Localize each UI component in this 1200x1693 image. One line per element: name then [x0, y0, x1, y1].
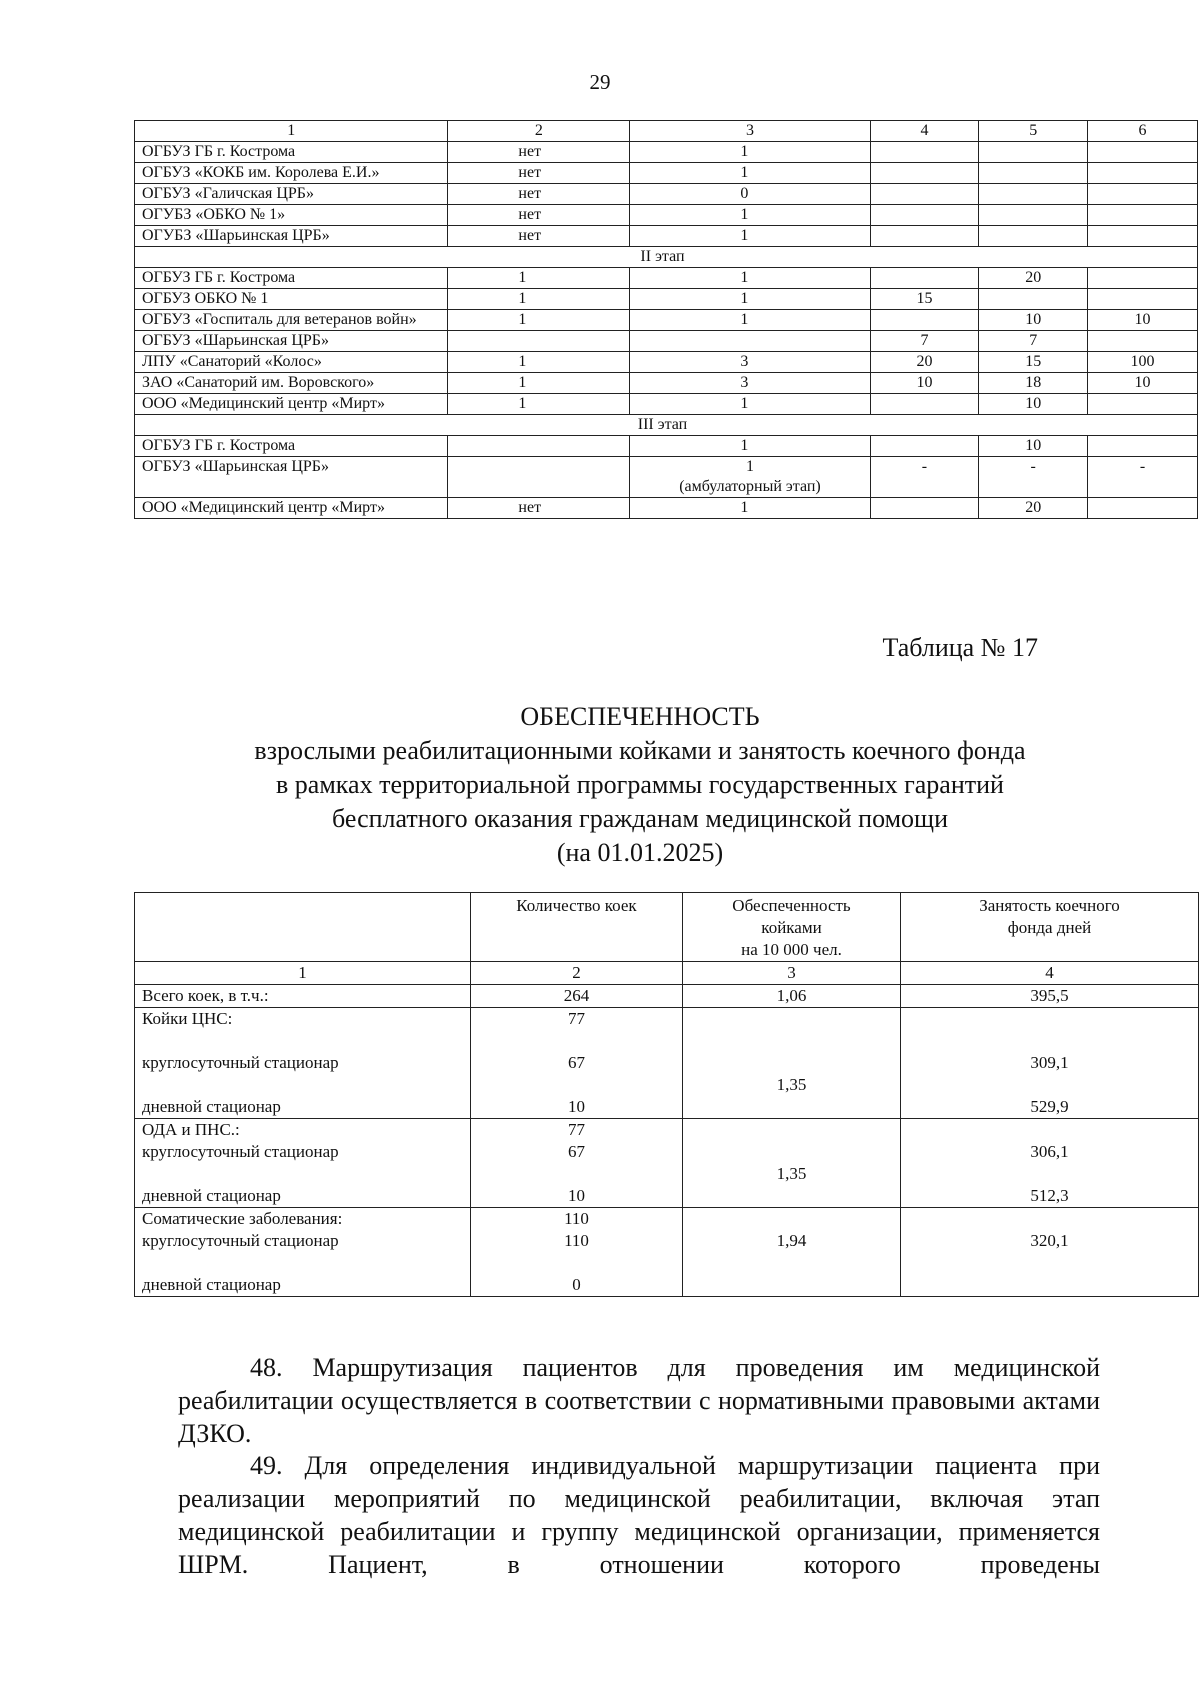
cell — [979, 142, 1088, 163]
cell-line: 1,35 — [776, 1075, 807, 1094]
cell-line: 309,1 — [1030, 1053, 1069, 1072]
title-line: бесплатного оказания гражданам медицинской помощи — [332, 804, 948, 833]
group-row — [135, 1008, 1199, 1119]
cell-lines — [142, 1119, 463, 1207]
table-row — [135, 289, 1198, 310]
header-cell — [683, 893, 901, 962]
cell — [630, 457, 870, 498]
cell-spacer — [478, 1030, 675, 1052]
column-number: 1 — [135, 962, 471, 985]
row-label: Всего коек, в т.ч.: — [135, 985, 471, 1008]
cell: 100 — [1088, 352, 1198, 373]
header-cell: Количество коек — [471, 893, 683, 962]
cell-spacer — [690, 1119, 893, 1141]
cell: 10 — [979, 310, 1088, 331]
column-number: 6 — [1088, 121, 1198, 142]
cell: 0 — [630, 184, 870, 205]
cell-spacer — [478, 1074, 675, 1096]
cell-line: 529,9 — [1030, 1097, 1069, 1116]
cell-line: 1,94 — [776, 1231, 807, 1250]
organization-name: ЛПУ «Санаторий «Колос» — [135, 352, 448, 373]
cell: 20 — [870, 352, 979, 373]
row-label — [135, 1008, 471, 1119]
cell-spacer — [690, 1008, 893, 1030]
cell-line: 110 — [564, 1231, 589, 1250]
cell-spacer — [142, 1074, 463, 1096]
cell: 1 — [630, 205, 870, 226]
title-line: ОБЕСПЕЧЕННОСТЬ — [520, 702, 760, 731]
cell-lines — [142, 1208, 463, 1296]
cell — [979, 163, 1088, 184]
occupancy-value — [901, 1008, 1199, 1119]
title-line: (на 01.01.2025) — [556, 838, 724, 867]
table-row — [135, 436, 1198, 457]
cell-line: 77 — [568, 1009, 585, 1028]
cell — [1088, 163, 1198, 184]
title-line: взрослыми реабилитационными койками и занятость коечного фонда — [254, 736, 1026, 765]
beds-count — [471, 1208, 683, 1297]
table-row — [135, 142, 1198, 163]
cell-spacer — [142, 1252, 463, 1274]
cell — [870, 163, 979, 184]
cell-line: 10 — [568, 1097, 585, 1116]
cell-line: 77 — [568, 1120, 585, 1139]
occupancy-value — [901, 1208, 1199, 1297]
cell-line: круглосуточный стационар — [142, 1053, 339, 1072]
cell-spacer — [908, 1119, 1191, 1141]
cell — [979, 226, 1088, 247]
cell: 1 — [448, 268, 630, 289]
cell-line — [908, 1274, 1191, 1296]
group-row — [135, 1208, 1199, 1297]
beds-count: 264 — [471, 985, 683, 1008]
cell-note: (амбулаторный этап) — [679, 478, 821, 495]
cell: 20 — [979, 498, 1088, 519]
cell: 1 — [630, 142, 870, 163]
cell: 1 — [630, 436, 870, 457]
column-number: 4 — [901, 962, 1199, 985]
table-row — [135, 352, 1198, 373]
cell-line: Койки ЦНС: — [142, 1009, 233, 1028]
table-row — [135, 310, 1198, 331]
cell: нет — [448, 205, 630, 226]
cell: 1 — [630, 226, 870, 247]
table-row — [135, 373, 1198, 394]
beds-count — [471, 1119, 683, 1208]
organization-name: ОГБУЗ «Шарьинская ЦРБ» — [135, 457, 448, 498]
cell-line: 67 — [568, 1142, 585, 1161]
cell-lines — [908, 1208, 1191, 1296]
cell: 1 — [448, 289, 630, 310]
cell-value: 1 — [745, 458, 754, 475]
provision-value — [683, 1208, 901, 1297]
paragraph-49: 49. Для определения индивидуальной маршрутизации пациента при реализации мероприятий по медицинской реабилитации, включая этап медицинской реабилитации и группу медицинской организации, применяется ШРМ. Пациент, в отношении которого проведены — [178, 1451, 1100, 1579]
organization-name: ОГБУЗ «КОКБ им. Королева Е.И.» — [135, 163, 448, 184]
stage-label: III этап — [135, 415, 1198, 436]
routing-table — [134, 120, 1198, 519]
cell: 1 — [630, 268, 870, 289]
paragraph-48: 48. Маршрутизация пациентов для проведения им медицинской реабилитации осуществляется в соответствии с нормативными правовыми актами ДЗКО. — [178, 1353, 1100, 1448]
header-line: фонда дней — [1007, 918, 1092, 937]
organization-name: ООО «Медицинский центр «Мирт» — [135, 394, 448, 415]
cell: 20 — [979, 268, 1088, 289]
cell-line: 306,1 — [1030, 1142, 1069, 1161]
cell: 1 — [448, 352, 630, 373]
occupancy-value — [901, 1119, 1199, 1208]
cell — [448, 331, 630, 352]
cell: 15 — [979, 352, 1088, 373]
header-line: Занятость коечного — [979, 896, 1120, 915]
column-number: 5 — [979, 121, 1088, 142]
cell-spacer — [142, 1030, 463, 1052]
cell-lines — [478, 1208, 675, 1296]
cell — [979, 289, 1088, 310]
cell: нет — [448, 226, 630, 247]
cell-line: круглосуточный стационар — [142, 1142, 339, 1161]
cell-lines — [478, 1008, 675, 1118]
cell-spacer — [690, 1052, 893, 1074]
table-header-row — [135, 121, 1198, 142]
cell — [1088, 436, 1198, 457]
cell — [979, 184, 1088, 205]
cell — [1088, 394, 1198, 415]
cell: 7 — [870, 331, 979, 352]
cell-lines — [142, 1008, 463, 1118]
cell: нет — [448, 184, 630, 205]
cell-line: круглосуточный стационар — [142, 1231, 339, 1250]
cell — [448, 436, 630, 457]
organization-name: ЗАО «Санаторий им. Воровского» — [135, 373, 448, 394]
cell-spacer — [908, 1030, 1191, 1052]
cell-spacer — [690, 1141, 893, 1163]
title-line: в рамках территориальной программы государственных гарантий — [276, 770, 1004, 799]
cell — [870, 268, 979, 289]
stage-row — [135, 247, 1198, 268]
stage-label: II этап — [135, 247, 1198, 268]
cell-lines — [908, 1008, 1191, 1118]
cell-spacer — [908, 1252, 1191, 1274]
cell-lines — [478, 1119, 675, 1207]
cell — [448, 457, 630, 498]
cell-line: ОДА и ПНС.: — [142, 1120, 240, 1139]
cell-spacer — [690, 1274, 893, 1296]
cell: 10 — [979, 394, 1088, 415]
cell: 18 — [979, 373, 1088, 394]
cell: 1 — [630, 394, 870, 415]
cell — [870, 310, 979, 331]
cell-spacer — [478, 1163, 675, 1185]
rehab-beds-table — [134, 892, 1199, 1297]
cell-spacer — [908, 1008, 1191, 1030]
organization-name: ОГБУЗ ОБКО № 1 — [135, 289, 448, 310]
cell-spacer — [690, 1030, 893, 1052]
cell — [630, 331, 870, 352]
page-number: 29 — [589, 70, 611, 94]
cell — [870, 394, 979, 415]
cell-spacer — [478, 1252, 675, 1274]
cell — [1088, 289, 1198, 310]
column-number: 2 — [448, 121, 630, 142]
table-row — [135, 457, 1198, 498]
stage-row — [135, 415, 1198, 436]
provision-value — [683, 1119, 901, 1208]
cell: 3 — [630, 373, 870, 394]
cell-spacer — [690, 1252, 893, 1274]
cell-lines — [690, 1119, 893, 1207]
cell-line: 0 — [572, 1275, 581, 1294]
provision-value: 1,06 — [683, 985, 901, 1008]
occupancy-value: 395,5 — [901, 985, 1199, 1008]
cell-lines — [908, 1119, 1191, 1207]
organization-name: ОГБУЗ ГБ г. Кострома — [135, 436, 448, 457]
cell-line: 110 — [564, 1209, 589, 1228]
cell: нет — [448, 498, 630, 519]
cell: - — [1088, 457, 1198, 498]
table-header-row — [135, 893, 1199, 962]
provision-value — [683, 1008, 901, 1119]
header-cell — [135, 893, 471, 962]
cell: 1 — [448, 373, 630, 394]
cell-line: 1,35 — [776, 1164, 807, 1183]
column-number: 2 — [471, 962, 683, 985]
organization-name: ОГБУЗ «Шарьинская ЦРБ» — [135, 331, 448, 352]
cell — [870, 498, 979, 519]
cell: нет — [448, 163, 630, 184]
header-cell — [901, 893, 1199, 962]
column-number: 3 — [630, 121, 870, 142]
cell-line: дневной стационар — [142, 1186, 281, 1205]
cell: 10 — [870, 373, 979, 394]
cell-spacer — [142, 1163, 463, 1185]
cell-line: 512,3 — [1030, 1186, 1069, 1205]
table-row — [135, 163, 1198, 184]
cell: - — [870, 457, 979, 498]
cell-line: 67 — [568, 1053, 585, 1072]
cell: 10 — [1088, 373, 1198, 394]
cell: 10 — [979, 436, 1088, 457]
column-number: 4 — [870, 121, 979, 142]
cell: 1 — [448, 394, 630, 415]
cell-spacer — [690, 1185, 893, 1207]
cell-line: дневной стационар — [142, 1275, 281, 1294]
cell: 1 — [630, 310, 870, 331]
table-row — [135, 498, 1198, 519]
organization-name: ОГУБЗ «ОБКО № 1» — [135, 205, 448, 226]
cell: 7 — [979, 331, 1088, 352]
cell — [870, 436, 979, 457]
cell — [1088, 268, 1198, 289]
header-line: койками — [761, 918, 822, 937]
cell — [1088, 142, 1198, 163]
cell: 3 — [630, 352, 870, 373]
cell: 1 — [448, 310, 630, 331]
beds-count — [471, 1008, 683, 1119]
organization-name: ООО «Медицинский центр «Мирт» — [135, 498, 448, 519]
cell — [1088, 205, 1198, 226]
cell-lines — [690, 1208, 893, 1296]
cell: нет — [448, 142, 630, 163]
column-number: 1 — [135, 121, 448, 142]
table-row — [135, 226, 1198, 247]
table-row — [135, 331, 1198, 352]
cell — [870, 226, 979, 247]
cell-lines — [690, 1008, 893, 1118]
row-label — [135, 1208, 471, 1297]
cell — [1088, 331, 1198, 352]
cell: 15 — [870, 289, 979, 310]
total-row — [135, 985, 1199, 1008]
cell: 10 — [1088, 310, 1198, 331]
cell-spacer — [690, 1096, 893, 1118]
table-caption: Таблица № 17 — [882, 633, 1038, 662]
cell — [979, 205, 1088, 226]
cell — [870, 142, 979, 163]
organization-name: ОГБУЗ ГБ г. Кострома — [135, 142, 448, 163]
column-number-row — [135, 962, 1199, 985]
cell — [1088, 498, 1198, 519]
header-line: Обеспеченность — [732, 896, 851, 915]
group-row — [135, 1119, 1199, 1208]
column-number: 3 — [683, 962, 901, 985]
organization-name: ОГБУЗ «Госпиталь для ветеранов войн» — [135, 310, 448, 331]
cell-line: 320,1 — [1030, 1231, 1069, 1250]
cell-line: 10 — [568, 1186, 585, 1205]
cell — [870, 205, 979, 226]
cell: 1 — [630, 289, 870, 310]
cell: - — [979, 457, 1088, 498]
cell — [870, 184, 979, 205]
cell — [1088, 226, 1198, 247]
cell-line: Соматические заболевания: — [142, 1209, 343, 1228]
table-row — [135, 394, 1198, 415]
organization-name: ОГБУЗ «Галичская ЦРБ» — [135, 184, 448, 205]
table-row — [135, 184, 1198, 205]
table-row — [135, 205, 1198, 226]
organization-name: ОГУБЗ «Шарьинская ЦРБ» — [135, 226, 448, 247]
cell — [1088, 184, 1198, 205]
cell-line: дневной стационар — [142, 1097, 281, 1116]
organization-name: ОГБУЗ ГБ г. Кострома — [135, 268, 448, 289]
table-row — [135, 268, 1198, 289]
row-label — [135, 1119, 471, 1208]
cell: 1 — [630, 163, 870, 184]
cell-spacer — [908, 1208, 1191, 1230]
cell-spacer — [690, 1208, 893, 1230]
table-title — [150, 700, 1130, 870]
cell-spacer — [908, 1163, 1191, 1185]
cell: 1 — [630, 498, 870, 519]
cell-spacer — [908, 1074, 1191, 1096]
header-line: на 10 000 чел. — [741, 940, 842, 959]
